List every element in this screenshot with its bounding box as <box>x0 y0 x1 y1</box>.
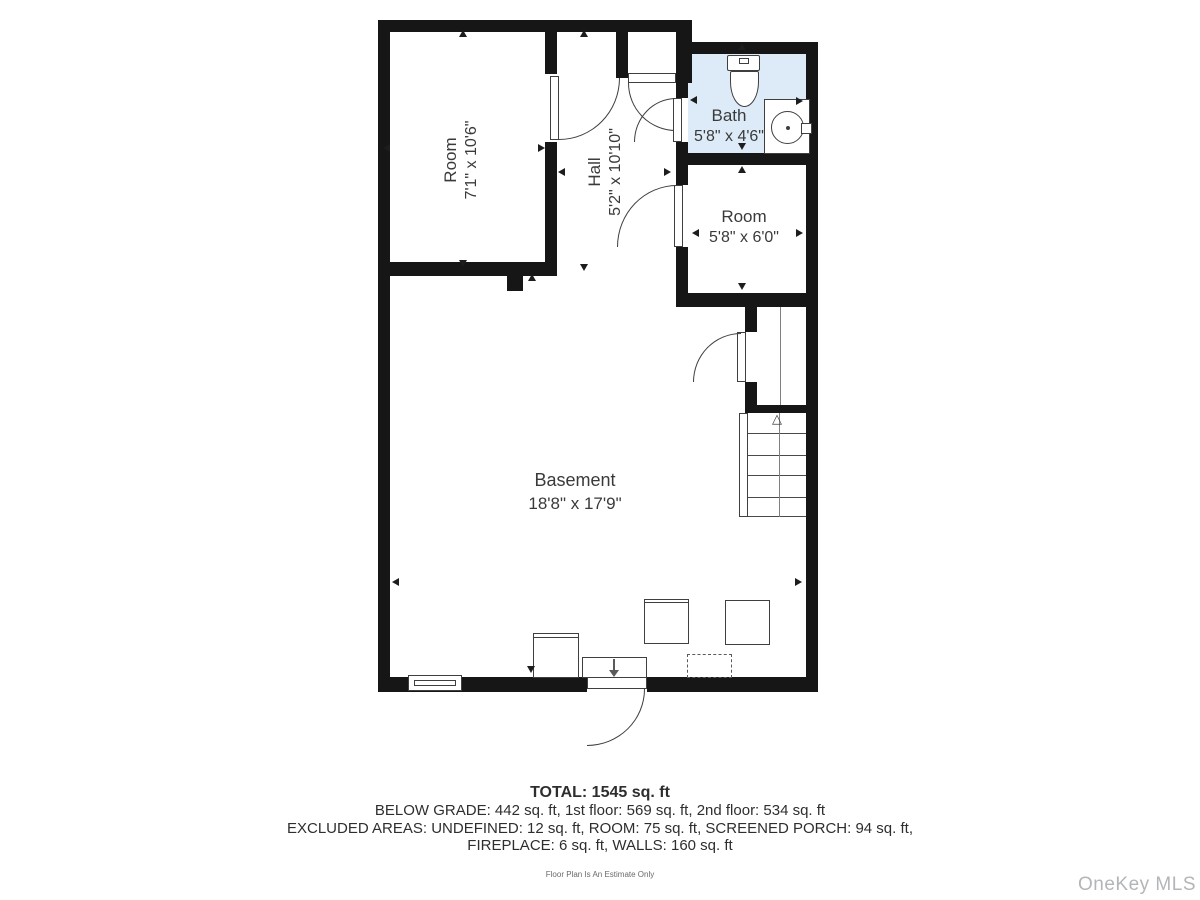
wall-left-outer <box>378 20 390 692</box>
appliance-top-line <box>645 602 688 603</box>
dim-arrow <box>538 144 545 152</box>
dim-arrow <box>580 264 588 271</box>
area-summary <box>150 783 1050 879</box>
below-grade-text: BELOW GRADE: 442 sq. ft, 1st floor: 569 sq. ft, 2nd floor: 534 sq. ft <box>374 802 826 819</box>
total-area-text: TOTAL: 1545 sq. ft <box>530 784 670 801</box>
dim-arrow <box>459 260 467 267</box>
dim-arrow <box>528 274 536 281</box>
room1-label <box>440 80 484 240</box>
room1-door-leaf <box>550 76 559 140</box>
dim-arrow <box>795 578 802 586</box>
dim-arrow <box>664 168 671 176</box>
stairs-side-strip <box>739 413 748 517</box>
wall-bath-left-a <box>676 83 688 98</box>
appliance-washer <box>533 633 579 678</box>
room-dims: 7'1" x 10'6" <box>463 120 480 200</box>
room-name: Room <box>721 207 767 226</box>
disclaimer-text: Floor Plan Is An Estimate Only <box>545 869 655 879</box>
staircase <box>748 413 806 517</box>
room-dims: 5'2" x 10'10" <box>607 128 624 216</box>
room-dims: 18'8" x 17'9" <box>528 494 622 513</box>
stair-tread <box>748 497 806 498</box>
room-name: Bath <box>711 106 747 125</box>
dim-arrow <box>527 666 535 673</box>
dim-arrow <box>796 97 803 105</box>
excluded-areas-text: EXCLUDED AREAS: UNDEFINED: 12 sq. ft, ROOM: 75 sq. ft, SCREENED PORCH: 94 sq. ft, <box>286 819 913 837</box>
fireplace-walls-text: FIREPLACE: 6 sq. ft, WALLS: 160 sq. ft <box>467 837 733 854</box>
basement-window <box>408 675 462 691</box>
exterior-door-arc <box>587 689 645 746</box>
room-name: Room <box>441 137 460 183</box>
window-pane <box>414 680 456 686</box>
dim-arrow <box>558 168 565 176</box>
basement-label <box>475 468 675 516</box>
room-dims: 5'8" x 4'6" <box>694 128 764 145</box>
appliance-dashed-outline <box>687 654 732 678</box>
sink-faucet <box>801 123 812 134</box>
room-dims: 5'8" x 6'0" <box>709 229 779 246</box>
wall-top-main <box>378 20 692 32</box>
appliance-square-2 <box>725 600 770 645</box>
landing-door-arc <box>693 333 741 382</box>
stair-tread <box>748 516 806 517</box>
room-name: Basement <box>534 470 616 490</box>
wall-room1-right-a <box>545 20 557 74</box>
dim-arrow <box>738 283 746 290</box>
stairs-center-line <box>779 413 780 517</box>
dim-arrow <box>459 30 467 37</box>
toilet-flush-button <box>739 58 749 64</box>
step-down-arrow-icon <box>613 659 615 670</box>
step-down-arrow-head <box>609 670 619 677</box>
dim-arrow <box>738 166 746 173</box>
stair-tread <box>748 433 806 434</box>
wall-bath-top <box>682 42 818 54</box>
wall-bottom-b <box>647 677 818 692</box>
stair-tread <box>748 475 806 476</box>
wall-closet-left <box>616 32 628 78</box>
wall-stub <box>507 276 523 291</box>
appliance-square-1 <box>644 599 689 644</box>
dim-arrow <box>383 144 390 152</box>
wall-room2-bottom <box>676 293 818 307</box>
wall-room2-left <box>676 247 688 293</box>
onekey-mls-watermark: OneKey MLS <box>1078 874 1196 895</box>
wall-closet-right <box>676 32 692 83</box>
appliance-top-line <box>534 637 578 638</box>
room2-label <box>674 206 814 250</box>
hall-label <box>584 92 628 252</box>
closet-door-leaf <box>628 73 676 83</box>
stairs-up-arrow-icon: △ <box>772 411 782 426</box>
bath-label <box>659 105 799 149</box>
wall-room1-right-b <box>545 142 557 276</box>
wall-landing-left-a <box>745 307 757 332</box>
room-name: Hall <box>585 157 604 187</box>
dim-arrow <box>738 43 746 50</box>
wall-bath-bottom <box>676 153 818 165</box>
stair-tread <box>748 455 806 456</box>
dim-arrow <box>392 578 399 586</box>
dim-arrow <box>580 30 588 37</box>
landing-center-line <box>780 307 781 405</box>
dim-arrow <box>690 96 697 104</box>
